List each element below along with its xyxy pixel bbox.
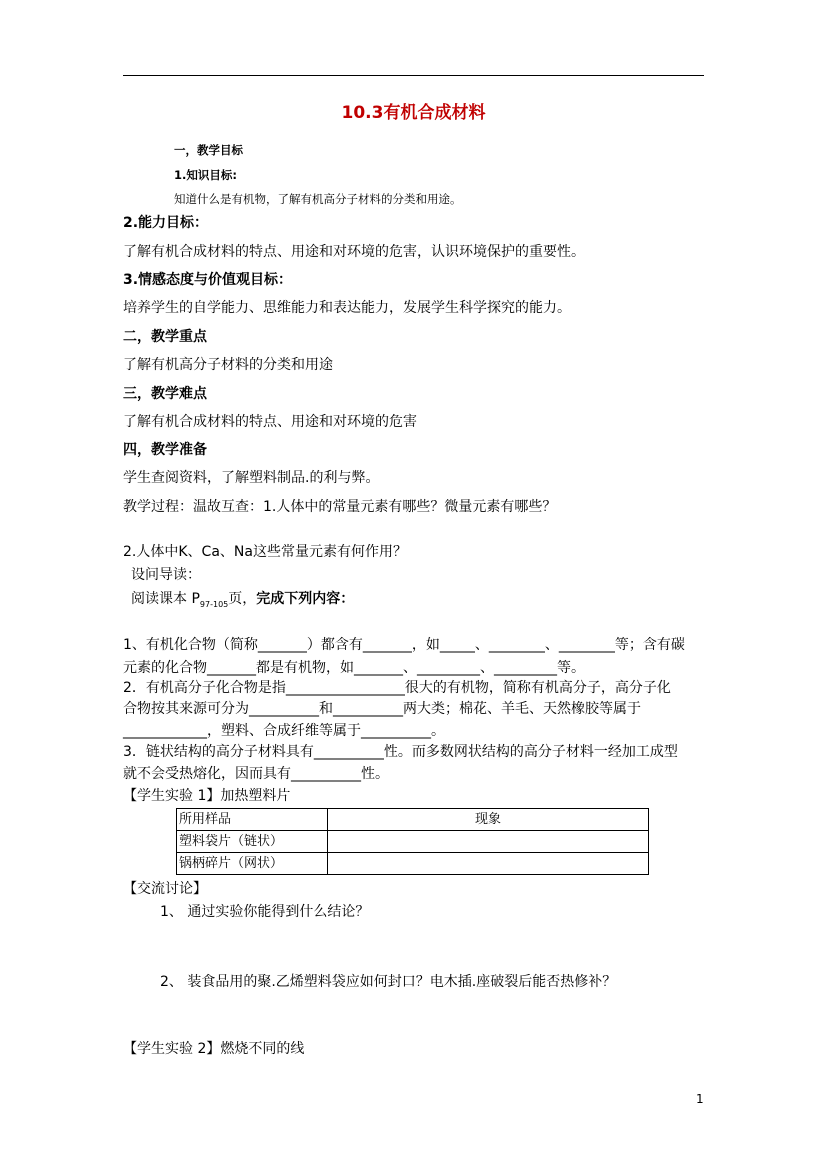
reading-instruction: [131, 590, 354, 614]
reading-suffix: 页，: [228, 591, 257, 607]
knowledge-objective-title: 1.知识目标:: [174, 168, 237, 182]
table-header-row: [177, 809, 649, 831]
page-title: 10.3有机合成材料: [341, 103, 486, 123]
page-number: 1: [696, 1092, 704, 1106]
experiment-1-table: [176, 808, 649, 875]
guide-label: 设问导读：: [131, 567, 201, 583]
key-point-text: 了解有机高分子材料的分类和用途: [123, 357, 333, 373]
difficulty-heading: 三，教学难点: [123, 386, 207, 402]
table-row: [177, 831, 649, 853]
fill-q1-line-2: 元素的化合物_______都是有机物，如_______、_________、_________等。: [123, 660, 585, 676]
fill-q1-line-1: 1、有机化合物（简称_______）都含有_______，如_____、________、________等；含有碳: [123, 637, 685, 653]
experiment-2-label: 【学生实验 2】燃烧不同的线: [123, 1041, 305, 1057]
discussion-question-1: 1、 通过实验你能得到什么结论？: [160, 904, 370, 920]
table-header-phenomenon: 现象: [328, 809, 649, 831]
table-row: [177, 853, 649, 875]
key-point-heading: 二，教学重点: [123, 329, 207, 345]
discussion-heading: 【交流讨论】: [123, 881, 207, 897]
table-cell-sample: 塑料袋片（链状）: [177, 831, 328, 853]
process-line-2: 2.人体中K、Ca、Na这些常量元素有何作用？: [123, 544, 407, 560]
fill-q3-line-2: 就不会受热熔化，因而具有__________性。: [123, 766, 389, 782]
process-line-1: 教学过程：温故互查：1.人体中的常量元素有哪些？微量元素有哪些？: [123, 499, 557, 515]
table-cell-phenomenon: [328, 831, 649, 853]
ability-objective-title: 2.能力目标：: [123, 215, 209, 231]
objectives-heading: 一，教学目标: [174, 143, 243, 157]
attitude-objective-text: 培养学生的自学能力、思维能力和表达能力，发展学生科学探究的能力。: [123, 300, 571, 316]
attitude-objective-title: 3.情感态度与价值观目标：: [123, 272, 293, 288]
reading-bold: 完成下列内容：: [256, 591, 355, 607]
ability-objective-text: 了解有机合成材料的特点、用途和对环境的危害，认识环境保护的重要性。: [123, 244, 585, 260]
fill-q2-line-2: 合物按其来源可分为__________和__________两大类；棉花、羊毛、天然橡胶等属于: [123, 701, 641, 717]
reading-pages: 97-105: [199, 599, 229, 609]
preparation-heading: 四，教学准备: [123, 442, 207, 458]
fill-q2-line-3: ____________，塑料、合成纤维等属于__________。: [123, 723, 445, 739]
knowledge-objective-text: 知道什么是有机物，了解有机高分子材料的分类和用途。: [174, 192, 462, 206]
difficulty-text: 了解有机合成材料的特点、用途和对环境的危害: [123, 414, 417, 430]
reading-prefix: 阅读课本 P: [131, 591, 200, 607]
table-cell-sample: 锅柄碎片（网状）: [177, 853, 328, 875]
fill-q3-line-1: 3．链状结构的高分子材料具有__________性。而多数网状结构的高分子材料一经加工成型: [123, 744, 678, 760]
discussion-question-2: 2、 装食品用的聚.乙烯塑料袋应如何封口？电木插.座破裂后能否热修补？: [160, 974, 617, 990]
preparation-text: 学生查阅资料，了解塑料制品.的利与弊。: [123, 470, 380, 486]
table-header-sample: 所用样品: [177, 809, 328, 831]
header-rule: [123, 75, 704, 76]
experiment-1-label: 【学生实验 1】加热塑料片: [123, 788, 291, 804]
table-cell-phenomenon: [328, 853, 649, 875]
fill-q2-line-1: 2．有机高分子化合物是指_________________很大的有机物，简称有机高分子，高分子化: [123, 680, 671, 696]
